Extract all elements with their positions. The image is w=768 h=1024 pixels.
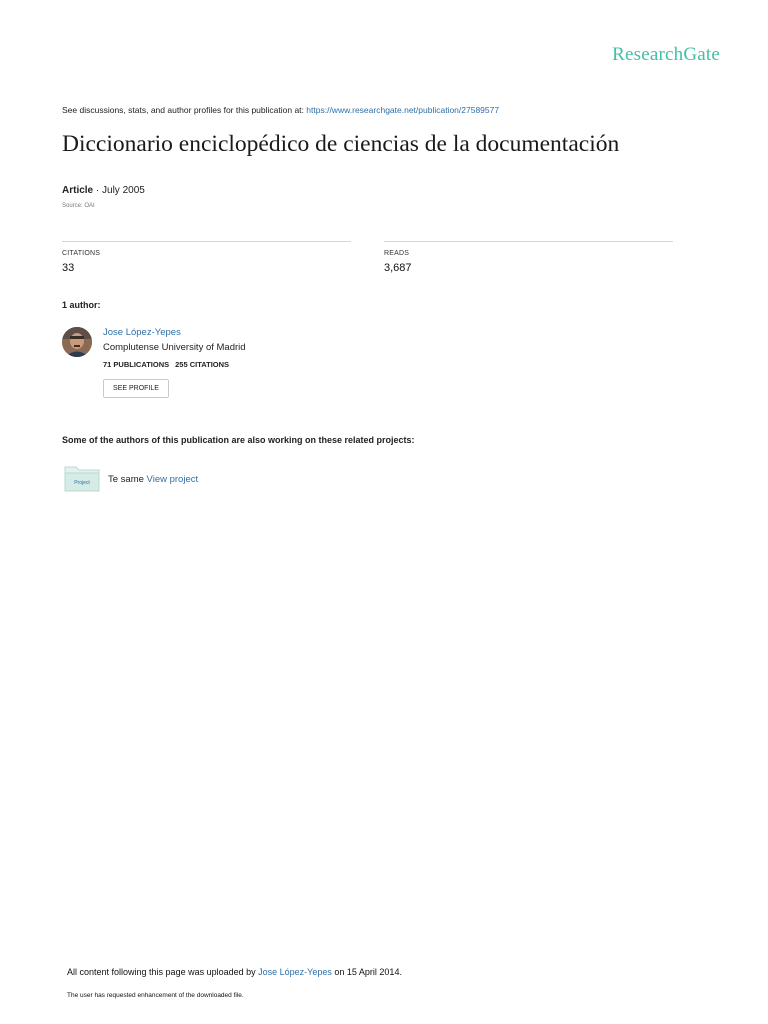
authors-heading: 1 author: (62, 300, 101, 310)
author-photo-icon (62, 327, 92, 357)
citations-label: CITATIONS (62, 250, 101, 257)
profile-notice (62, 105, 499, 115)
citations-count: 33 (62, 262, 75, 274)
profile-notice-text: See discussions, stats, and author profiles for this publication at: (62, 105, 304, 115)
folder-icon (64, 464, 100, 492)
project-name: Te same (108, 474, 144, 485)
author-citations: 255 CITATIONS (175, 360, 230, 369)
publication-date: July 2005 (102, 185, 145, 196)
project-folder-icon[interactable] (64, 464, 100, 492)
upload-notice (67, 967, 402, 977)
related-projects-heading: Some of the authors of this publication are also working on these related projects: (62, 435, 415, 445)
author-publications: 71 PUBLICATIONS (103, 360, 170, 369)
meta-separator: · (93, 185, 103, 196)
view-project-link[interactable]: View project (146, 474, 199, 485)
project-entry (108, 474, 198, 485)
reads-count: 3,687 (384, 262, 412, 274)
reads-label: READS (384, 250, 410, 257)
publication-meta (62, 185, 145, 196)
upload-suffix: on 15 April 2014. (334, 967, 402, 977)
author-avatar[interactable] (62, 327, 92, 357)
upload-prefix: All content following this page was uploaded by (67, 967, 256, 977)
enhancement-note: The user has requested enhancement of the downloaded file. (67, 992, 244, 999)
publication-title: Diccionario enciclopédico de ciencias de la documentación (62, 131, 620, 157)
author-institution: Complutense University of Madrid (103, 342, 246, 353)
author-stats (103, 360, 229, 369)
researchgate-logo[interactable]: ResearchGate (612, 44, 720, 65)
see-profile-button[interactable]: SEE PROFILE (103, 379, 169, 398)
uploader-link[interactable]: Jose López-Yepes (258, 967, 332, 977)
reads-divider (384, 241, 673, 242)
publication-type: Article (62, 185, 94, 196)
citations-divider (62, 241, 351, 242)
publication-source: Source: OAI (62, 203, 95, 209)
publication-url-link[interactable]: https://www.researchgate.net/publication/27589577 (306, 105, 500, 115)
project-icon-label: Project (74, 480, 90, 486)
author-name-link[interactable]: Jose López-Yepes (103, 327, 181, 338)
